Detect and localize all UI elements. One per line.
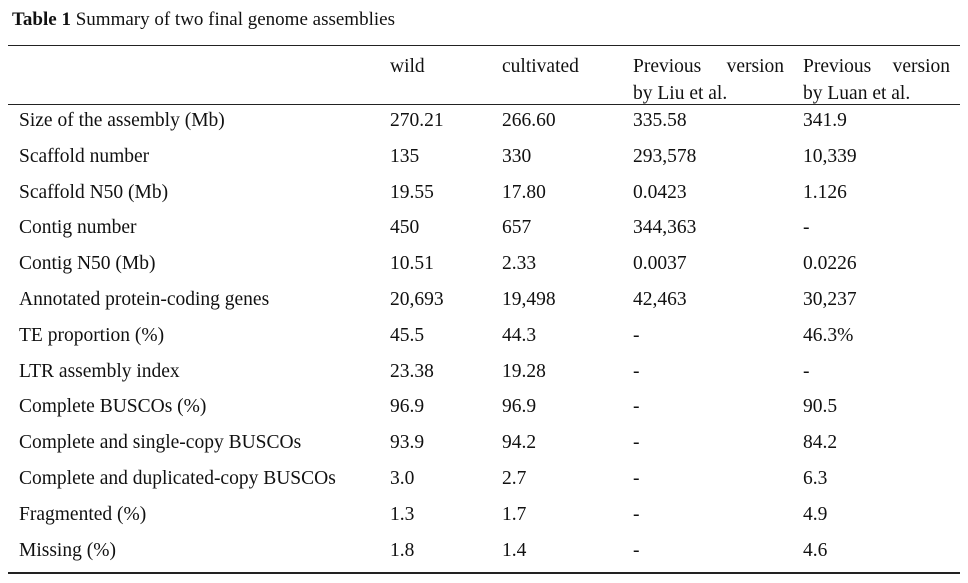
cultivated-value: 17.80 <box>502 181 546 203</box>
row-label: Complete and single-copy BUSCOs <box>19 432 302 454</box>
wild-value: 93.9 <box>390 432 425 454</box>
liu-value: - <box>633 468 640 489</box>
wild-value: 1.3 <box>390 503 415 525</box>
wild-value: 1.8 <box>390 539 415 561</box>
liu-value: - <box>633 396 640 418</box>
cultivated-value: 96.9 <box>502 396 537 418</box>
wild-value: 3.0 <box>390 468 415 489</box>
table-number: Table 1 <box>12 9 71 30</box>
row-label: Scaffold N50 (Mb) <box>19 181 169 203</box>
cultivated-value: 2.7 <box>502 468 527 489</box>
luan-value: 4.6 <box>803 539 828 561</box>
liu-value: - <box>633 324 640 346</box>
wild-value: 10.51 <box>390 253 434 275</box>
wild-value: 135 <box>390 145 420 167</box>
header-cultivated: cultivated <box>502 56 579 77</box>
liu-value: - <box>633 539 640 561</box>
wild-value: 20,693 <box>390 289 444 310</box>
liu-value: - <box>633 432 640 454</box>
cultivated-value: 44.3 <box>502 324 537 346</box>
liu-value: 0.0423 <box>633 181 687 203</box>
luan-value: 6.3 <box>803 468 828 489</box>
table-title: Summary of two final genome assemblies <box>70 9 395 30</box>
cultivated-value: 19.28 <box>502 360 546 382</box>
liu-value: 42,463 <box>633 289 687 310</box>
bottom-rule <box>8 572 960 574</box>
luan-value: 84.2 <box>803 432 838 454</box>
wild-value: 19.55 <box>390 181 434 203</box>
luan-value: 4.9 <box>803 503 828 525</box>
row-label: Contig number <box>19 217 137 239</box>
liu-value: 0.0037 <box>633 253 687 275</box>
header-liu: Previous version by Liu et al. <box>633 56 784 104</box>
cultivated-value: 2.33 <box>502 253 537 275</box>
top-rule <box>8 45 960 46</box>
row-label: Complete BUSCOs (%) <box>19 396 207 418</box>
row-label: TE proportion (%) <box>19 324 165 346</box>
cultivated-value: 94.2 <box>502 432 537 454</box>
liu-value: - <box>633 503 640 525</box>
luan-value: - <box>803 217 810 239</box>
cultivated-value: 266.60 <box>502 110 556 131</box>
luan-value: 90.5 <box>803 396 838 418</box>
cultivated-value: 1.7 <box>502 503 527 525</box>
liu-value: 335.58 <box>633 110 687 131</box>
wild-value: 96.9 <box>390 396 425 418</box>
luan-value: 10,339 <box>803 145 857 167</box>
row-label: Complete and duplicated-copy BUSCOs <box>19 468 336 489</box>
row-label: Contig N50 (Mb) <box>19 253 156 275</box>
luan-value: 0.0226 <box>803 253 857 275</box>
table-caption <box>12 9 395 31</box>
header-luan: Previous version by Luan et al. <box>803 56 950 104</box>
row-label: LTR assembly index <box>19 360 180 382</box>
wild-value: 45.5 <box>390 324 425 346</box>
liu-value: - <box>633 360 640 382</box>
row-label: Missing (%) <box>19 539 116 561</box>
luan-value: - <box>803 360 810 382</box>
luan-value: 30,237 <box>803 289 857 310</box>
cultivated-value: 1.4 <box>502 539 527 561</box>
liu-value: 344,363 <box>633 217 697 239</box>
wild-value: 450 <box>390 217 420 239</box>
wild-value: 270.21 <box>390 110 444 131</box>
wild-value: 23.38 <box>390 360 434 382</box>
header-wild: wild <box>390 56 425 77</box>
row-label: Annotated protein-coding genes <box>19 289 270 310</box>
row-label: Fragmented (%) <box>19 503 147 525</box>
row-label: Size of the assembly (Mb) <box>19 110 225 131</box>
luan-value: 46.3% <box>803 324 854 346</box>
cultivated-value: 19,498 <box>502 289 556 310</box>
luan-value: 341.9 <box>803 110 847 131</box>
cultivated-value: 330 <box>502 145 532 167</box>
liu-value: 293,578 <box>633 145 697 167</box>
luan-value: 1.126 <box>803 181 847 203</box>
cultivated-value: 657 <box>502 217 532 239</box>
row-label: Scaffold number <box>19 145 150 167</box>
